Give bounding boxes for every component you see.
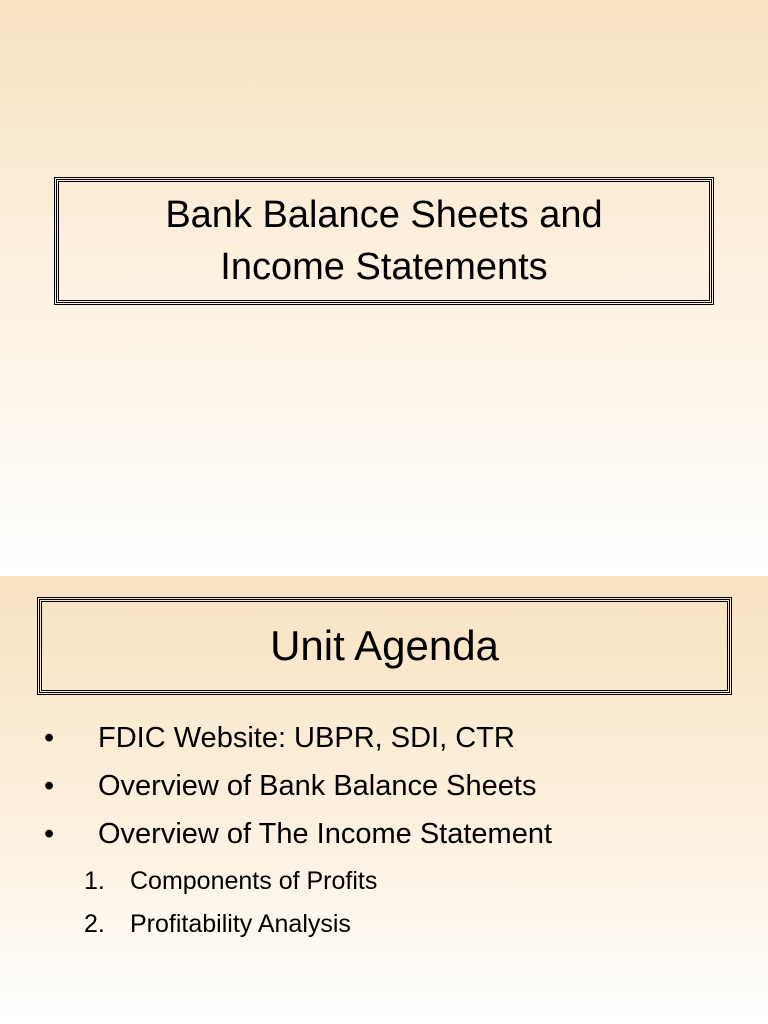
slide-title: Bank Balance Sheets and Income Statements	[165, 194, 603, 288]
agenda-item-text: FDIC Website: UBPR, SDI, CTR	[98, 722, 515, 754]
slide-title: Unit Agenda	[270, 622, 499, 669]
agenda-item	[0, 762, 768, 810]
bullet-icon: •	[44, 770, 55, 802]
sublist-text: Components of Profits	[130, 867, 378, 895]
bullet-icon: •	[44, 722, 55, 754]
sublist-item	[0, 903, 768, 946]
agenda-list	[0, 714, 768, 858]
title-frame	[39, 599, 730, 693]
bullet-icon: •	[44, 818, 55, 850]
sublist-item	[0, 860, 768, 903]
agenda-item	[0, 810, 768, 858]
slide-2	[0, 576, 768, 1024]
title-frame	[56, 179, 712, 303]
sublist-number: 1.	[84, 867, 105, 895]
sublist-text: Profitability Analysis	[130, 910, 351, 938]
numbered-sublist	[0, 860, 768, 946]
agenda-item-text: Overview of Bank Balance Sheets	[98, 770, 537, 802]
agenda-item	[0, 714, 768, 762]
sublist-number: 2.	[84, 910, 105, 938]
agenda-item-text: Overview of The Income Statement	[98, 818, 553, 850]
